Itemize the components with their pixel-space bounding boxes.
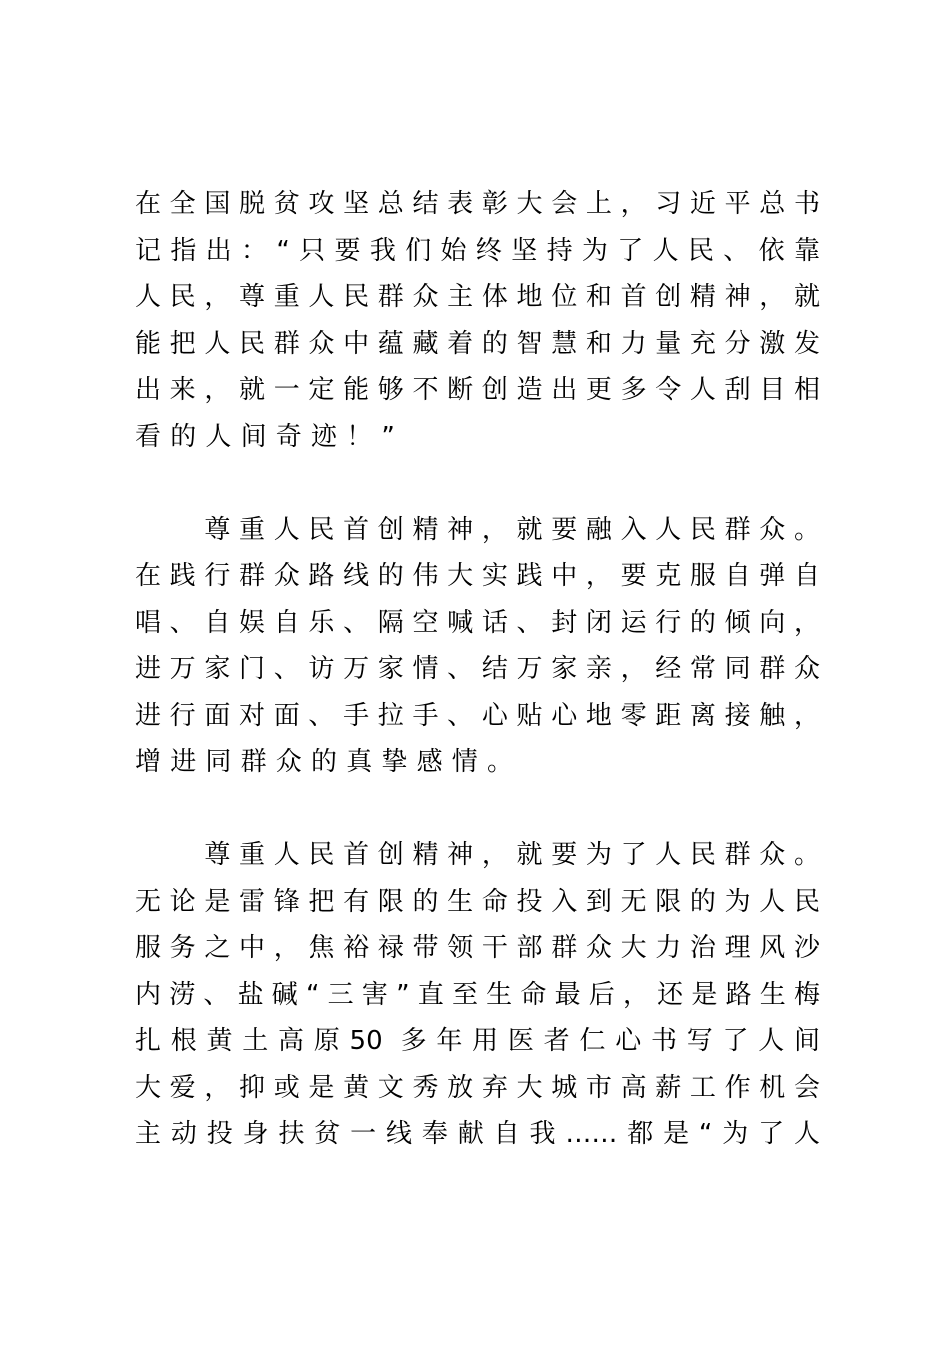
text-line: 看的人间奇迹！” <box>135 421 405 452</box>
text-line: 记指出：“只要我们始终坚持为了人民、依靠 <box>135 235 820 266</box>
text-line: 出来，就一定能够不断创造出更多令人刮目相 <box>135 375 820 405</box>
text-line: 服务之中，焦裕禄带领干部群众大力治理风沙 <box>135 933 820 963</box>
text-line: 内涝、盐碱“三害”直至生命最后，还是路生梅 <box>135 979 820 1010</box>
text-line: 尊重人民首创精神，就要为了人民群众。 <box>135 840 820 870</box>
text-line: 扎根黄土高原50 多年用医者仁心书写了人间 <box>135 1026 820 1056</box>
text-line: 主动投身扶贫一线奉献自我……都是“为了人 <box>135 1119 820 1149</box>
text-line: 进万家门、访万家情、结万家亲，经常同群众 <box>135 654 820 684</box>
text-line: 能把人民群众中蕴藏着的智慧和力量充分激发 <box>135 328 820 359</box>
document-body <box>135 181 820 1158</box>
text-line: 尊重人民首创精神，就要融入人民群众。 <box>135 514 820 545</box>
text-line: 人民，尊重人民群众主体地位和首创精神，就 <box>135 282 820 312</box>
paragraph-1 <box>135 181 820 460</box>
text-line: 大爱，抑或是黄文秀放弃大城市高薪工作机会 <box>135 1072 820 1103</box>
text-line: 在全国脱贫攻坚总结表彰大会上，习近平总书 <box>135 189 820 219</box>
text-line: 在践行群众路线的伟大实践中，要克服自弹自 <box>135 561 820 591</box>
text-line: 增进同群众的真挚感情。 <box>135 747 523 777</box>
paragraph-2 <box>135 507 820 786</box>
text-line: 唱、自娱自乐、隔空喊话、封闭运行的倾向， <box>135 607 820 638</box>
text-line: 无论是雷锋把有限的生命投入到无限的为人民 <box>135 886 820 917</box>
text-line: 进行面对面、手拉手、心贴心地零距离接触， <box>135 700 820 731</box>
paragraph-3 <box>135 832 820 1158</box>
